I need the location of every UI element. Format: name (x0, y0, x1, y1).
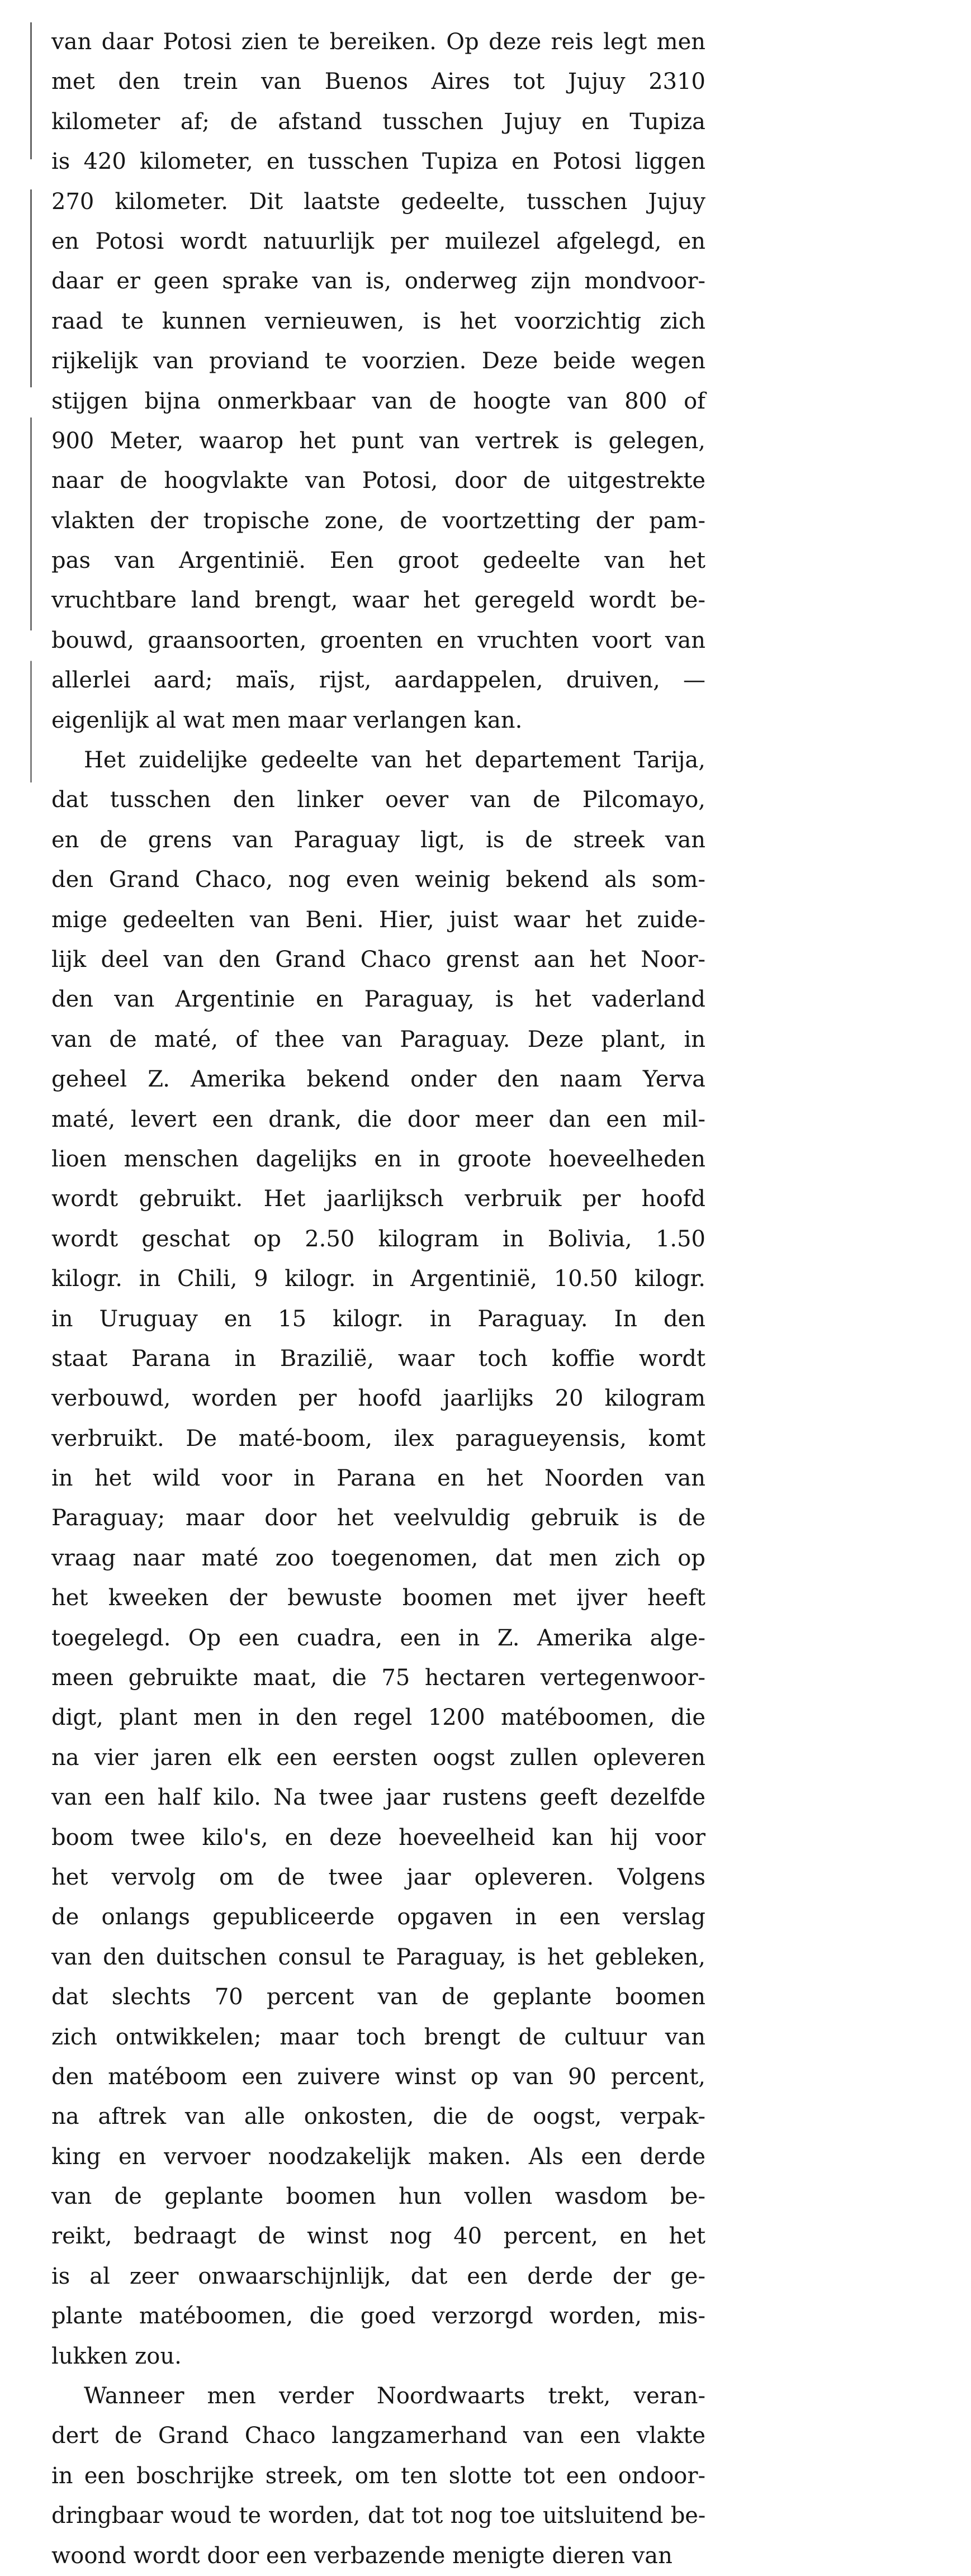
text-line: dat tusschen den linker oever van de Pilcomayo, (51, 787, 705, 813)
text-line: vraag naar maté zoo toegenomen, dat men zich op (51, 1545, 705, 1571)
text-line: digt, plant men in den regel 1200 matéboomen, die (51, 1705, 705, 1731)
text-line: is al zeer onwaarschijnlijk, dat een derde der ge- (51, 2263, 705, 2289)
text-line: daar er geen sprake van is, onderweg zijn mondvoor- (51, 268, 705, 295)
text-line: in Uruguay en 15 kilogr. in Paraguay. In den (51, 1306, 705, 1332)
text-line: Paraguay; maar door het veelvuldig gebruik is de (51, 1505, 705, 1531)
text-line: reikt, bedraagt de winst nog 40 percent, en het (51, 2223, 705, 2250)
text-line: de onlangs gepubliceerde opgaven in een verslag (51, 1904, 705, 1930)
text-line: kilogr. in Chili, 9 kilogr. in Argentinië, 10.50 kilogr. (51, 1266, 705, 1292)
text-line: wordt gebruikt. Het jaarlijksch verbruik per hoofd (51, 1186, 705, 1212)
text-line: raad te kunnen vernieuwen, is het voorzichtig zich (51, 308, 705, 334)
text-line: vlakten der tropische zone, de voortzetting der pam- (51, 507, 705, 534)
text-line: het vervolg om de twee jaar opleveren. Volgens (51, 1864, 705, 1890)
text-line: vruchtbare land brengt, waar het geregeld wordt be- (51, 587, 705, 614)
text-line: stijgen bijna onmerkbaar van de hoogte van 800 of (51, 388, 705, 414)
text-line: verbruikt. De maté-boom, ilex paragueyensis, komt (51, 1425, 705, 1451)
margin-rule (30, 22, 32, 782)
text-line: eigenlijk al wat men maar verlangen kan. (51, 707, 523, 733)
text-line: toegelegd. Op een cuadra, een in Z. Amerika alge- (51, 1625, 705, 1651)
text-line: rijkelijk van proviand te voorzien. Deze beide wegen (51, 348, 705, 374)
text-line: meen gebruikte maat, die 75 hectaren vertegenwoor- (51, 1665, 705, 1691)
text-line: in het wild voor in Parana en het Noorden van (51, 1465, 705, 1492)
text-line: wordt geschat op 2.50 kilogram in Bolivia, 1.50 (51, 1226, 705, 1252)
text-line: lijk deel van den Grand Chaco grenst aan het Noor- (51, 946, 705, 972)
paragraph-3 (51, 2376, 705, 2576)
text-line: verbouwd, worden per hoofd jaarlijks 20 kilogram (51, 1386, 705, 1412)
text-line: Wanneer men verder Noordwaarts trekt, veran- (84, 2383, 705, 2409)
text-line: en Potosi wordt natuurlijk per muilezel afgelegd, en (51, 228, 705, 254)
text-line: woond wordt door een verbazende menigte dieren van (51, 2542, 672, 2569)
text-line: lioen menschen dagelijks en in groote hoeveelheden (51, 1146, 705, 1172)
text-line: allerlei aard; maïs, rijst, aardappelen, druiven, — (51, 667, 705, 694)
text-line: van de maté, of thee van Paraguay. Deze plant, in (51, 1026, 705, 1052)
text-column (51, 22, 705, 2576)
text-line: van daar Potosi zien te bereiken. Op deze reis legt men (51, 29, 705, 55)
text-line: staat Parana in Brazilië, waar toch koffie wordt (51, 1345, 705, 1372)
text-line: geheel Z. Amerika bekend onder den naam Yerva (51, 1066, 705, 1093)
paragraph-1 (51, 22, 705, 741)
text-line: bouwd, graansoorten, groenten en vruchten voort van (51, 627, 705, 653)
text-line: den van Argentinie en Paraguay, is het vaderland (51, 986, 705, 1013)
text-line: king en vervoer noodzakelijk maken. Als een derde (51, 2143, 705, 2170)
text-line: den matéboom een zuivere winst op van 90 percent, (51, 2063, 705, 2090)
text-line: en de grens van Paraguay ligt, is de streek van (51, 827, 705, 853)
text-line: lukken zou. (51, 2343, 182, 2369)
text-line: het kweeken der bewuste boomen met ijver heeft (51, 1585, 705, 1611)
text-line: plante matéboomen, die goed verzorgd worden, mis- (51, 2303, 705, 2330)
text-line: is 420 kilometer, en tusschen Tupiza en Potosi liggen (51, 149, 705, 175)
text-line: pas van Argentinië. Een groot gedeelte van het (51, 548, 705, 574)
text-line: met den trein van Buenos Aires tot Jujuy 2310 (51, 69, 705, 95)
text-line: dat slechts 70 percent van de geplante boomen (51, 1984, 705, 2010)
text-line: dert de Grand Chaco langzamerhand van een vlakte (51, 2423, 705, 2449)
text-line: na aftrek van alle onkosten, die de oogst, verpak- (51, 2104, 705, 2130)
text-line: van den duitschen consul te Paraguay, is het gebleken, (51, 1944, 705, 1970)
text-line: kilometer af; de afstand tusschen Jujuy en Tupiza (51, 108, 705, 135)
text-line: Het zuidelijke gedeelte van het departement Tarija, (84, 747, 705, 774)
text-line: 270 kilometer. Dit laatste gedeelte, tusschen Jujuy (51, 188, 705, 215)
text-line: boom twee kilo's, en deze hoeveelheid kan hij voor (51, 1824, 705, 1851)
text-line: van de geplante boomen hun vollen wasdom be- (51, 2184, 705, 2210)
text-line: 900 Meter, waarop het punt van vertrek is gelegen, (51, 428, 705, 454)
text-line: zich ontwikkelen; maar toch brengt de cultuur van (51, 2024, 705, 2050)
text-line: na vier jaren elk een eersten oogst zullen opleveren (51, 1744, 705, 1771)
paragraph-2 (51, 741, 705, 2376)
text-line: van een half kilo. Na twee jaar rustens geeft dezelfde (51, 1785, 705, 1811)
text-line: maté, levert een drank, die door meer dan een mil- (51, 1106, 705, 1132)
text-line: mige gedeelten van Beni. Hier, juist waar het zuide- (51, 907, 705, 933)
text-line: naar de hoogvlakte van Potosi, door de uitgestrekte (51, 468, 705, 494)
text-line: dringbaar woud te worden, dat tot nog toe uitsluitend be- (51, 2503, 705, 2529)
text-line: den Grand Chaco, nog even weinig bekend als som- (51, 867, 705, 893)
text-line: in een boschrijke streek, om ten slotte tot een ondoor- (51, 2463, 705, 2489)
